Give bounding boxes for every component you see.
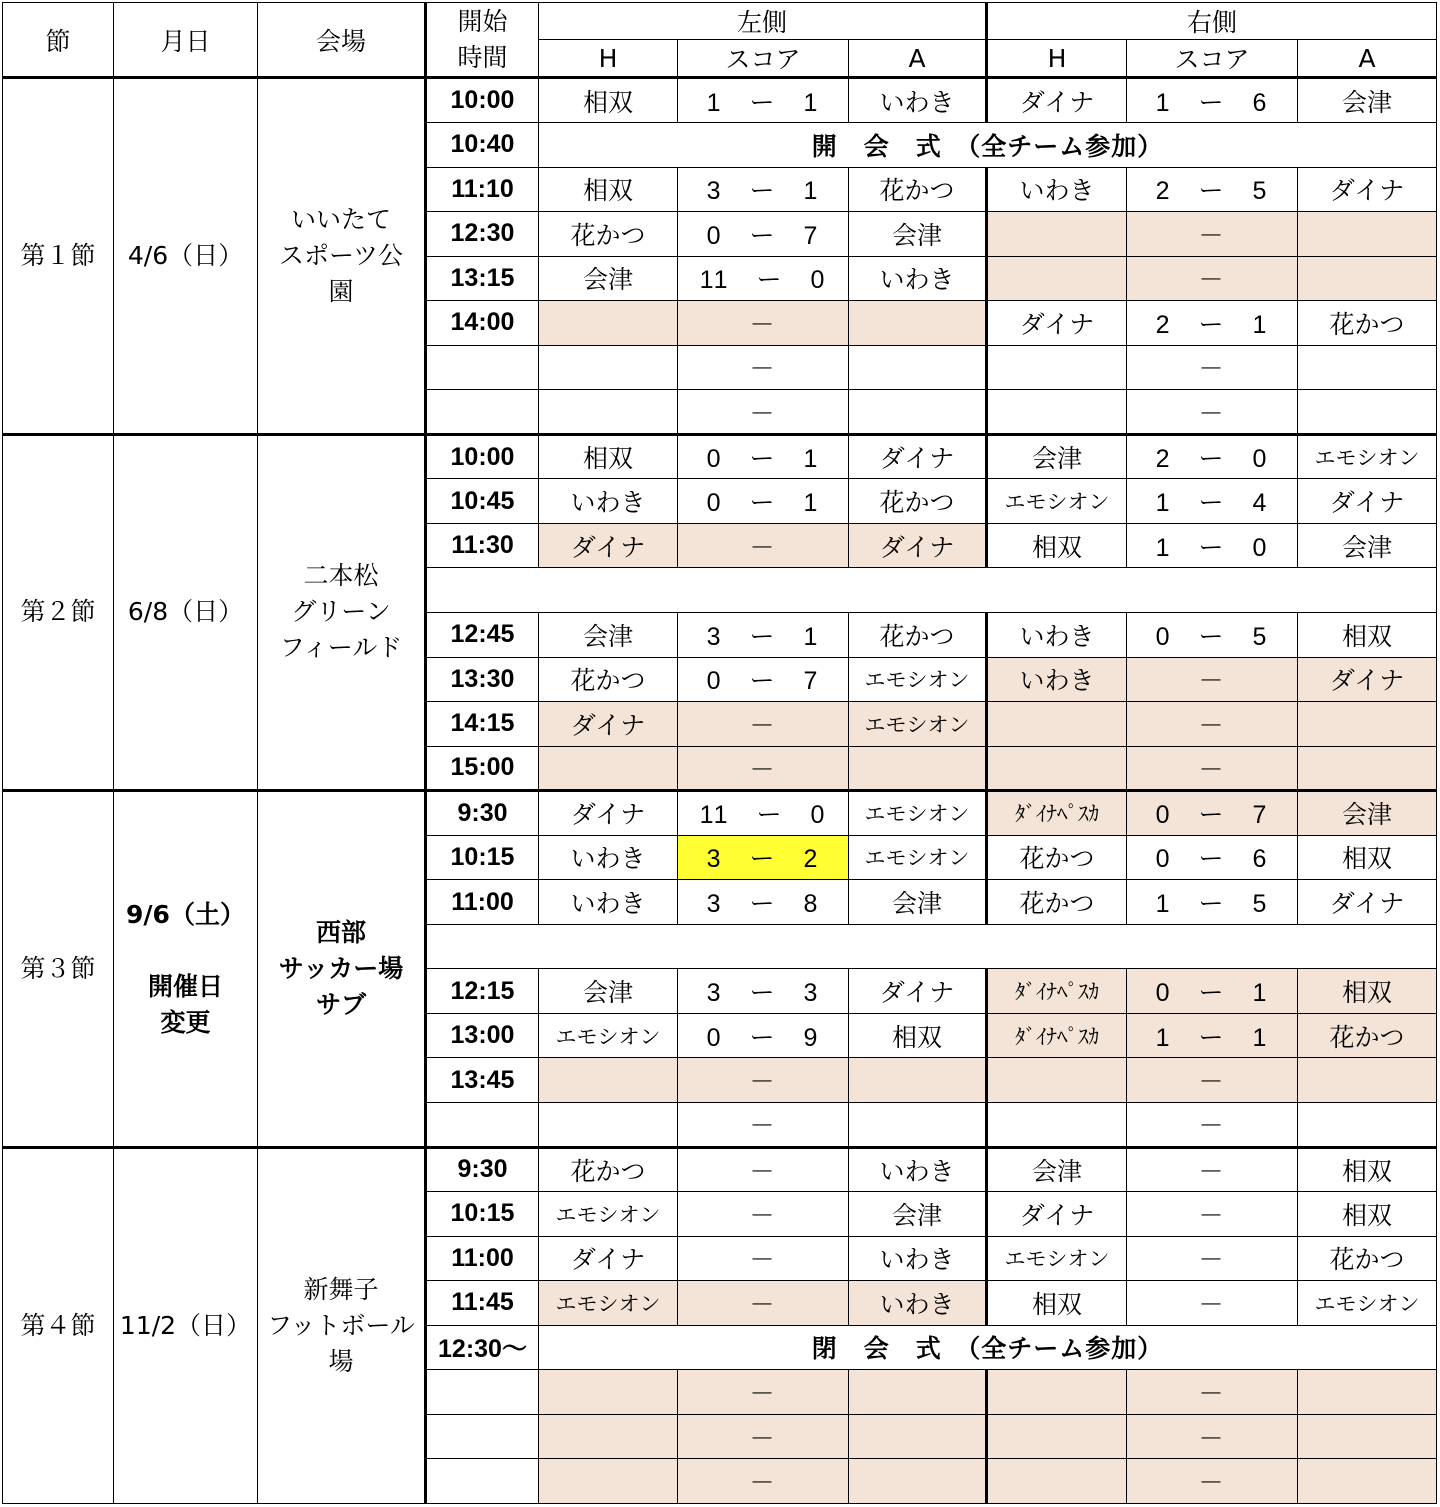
start-time xyxy=(426,1459,539,1504)
left-away-team xyxy=(849,301,987,346)
right-score: 1 ー 5 xyxy=(1127,880,1298,925)
left-score: － xyxy=(678,1459,849,1504)
left-away-team: エモシオン xyxy=(849,835,987,880)
left-score: － xyxy=(678,345,849,390)
right-home-team xyxy=(987,1102,1127,1147)
header-left-side: 左側 xyxy=(539,3,987,40)
left-away-team: エモシオン xyxy=(849,791,987,836)
round-venue-line: 園 xyxy=(328,277,354,307)
left-away-team: いわき xyxy=(849,1236,987,1281)
right-away-team xyxy=(1298,256,1437,301)
left-away-team: エモシオン xyxy=(849,702,987,747)
left-away-team xyxy=(849,1459,987,1504)
round-date xyxy=(114,791,258,1147)
round-date-line: 4/6（日） xyxy=(127,241,244,271)
right-home-team xyxy=(987,702,1127,747)
left-home-team: 会津 xyxy=(539,612,678,657)
right-score: 0 ー 5 xyxy=(1127,612,1298,657)
left-home-team xyxy=(539,1370,678,1415)
round-date-line: 開催日 xyxy=(147,971,223,1001)
left-home-team: ダイナ xyxy=(539,702,678,747)
left-away-team: いわき xyxy=(849,1281,987,1326)
left-home-team xyxy=(539,390,678,435)
right-home-team: 会津 xyxy=(987,1147,1127,1192)
left-away-team: 会津 xyxy=(849,880,987,925)
round-date-line: 変更 xyxy=(160,1007,211,1037)
start-time: 10:00 xyxy=(426,434,539,479)
right-away-team xyxy=(1298,1058,1437,1103)
right-score: － xyxy=(1127,1459,1298,1504)
left-score: － xyxy=(678,1102,849,1147)
left-away-team xyxy=(849,746,987,791)
blank-row-cell xyxy=(426,924,1437,969)
right-home-team: 相双 xyxy=(987,523,1127,568)
right-score: 1 ー 6 xyxy=(1127,78,1298,123)
left-away-team: いわき xyxy=(849,1147,987,1192)
match-row xyxy=(3,434,1437,479)
right-home-team: いわき xyxy=(987,167,1127,212)
start-time: 11:10 xyxy=(426,167,539,212)
start-time: 13:45 xyxy=(426,1058,539,1103)
round-date-line: 11/2（日） xyxy=(119,1310,252,1340)
round-venue-line: スポーツ公 xyxy=(278,241,403,271)
left-score: 3 ー 1 xyxy=(678,612,849,657)
left-away-team: 会津 xyxy=(849,1192,987,1237)
round-date-line xyxy=(114,933,257,969)
start-time: 10:15 xyxy=(426,835,539,880)
right-score: － xyxy=(1127,1414,1298,1459)
left-score: － xyxy=(678,1370,849,1415)
right-score: 0 ー 7 xyxy=(1127,791,1298,836)
left-away-team: 花かつ xyxy=(849,479,987,524)
start-time: 15:00 xyxy=(426,746,539,791)
right-away-team: 相双 xyxy=(1298,1147,1437,1192)
left-score: 0 ー 1 xyxy=(678,479,849,524)
left-away-team xyxy=(849,1370,987,1415)
left-score: 0 ー 7 xyxy=(678,212,849,257)
ceremony-cell: 開 会 式 （全チーム参加） xyxy=(539,122,1437,167)
start-time: 12:30～ xyxy=(426,1325,539,1370)
right-score: － xyxy=(1127,390,1298,435)
left-home-team: ダイナ xyxy=(539,791,678,836)
right-score: 2 ー 5 xyxy=(1127,167,1298,212)
right-score: － xyxy=(1127,657,1298,702)
right-away-team xyxy=(1298,746,1437,791)
start-time: 9:30 xyxy=(426,791,539,836)
left-score: 3 ー 3 xyxy=(678,969,849,1014)
round-venue-line: サブ xyxy=(315,989,366,1019)
left-home-team: 相双 xyxy=(539,167,678,212)
header-setsu: 節 xyxy=(3,3,114,78)
right-away-team: ダイナ xyxy=(1298,880,1437,925)
right-home-team: エモシオン xyxy=(987,1236,1127,1281)
right-away-team xyxy=(1298,1459,1437,1504)
right-score: － xyxy=(1127,1281,1298,1326)
schedule-table xyxy=(2,2,1437,1504)
round-date xyxy=(114,1147,258,1503)
right-away-team xyxy=(1298,345,1437,390)
header-right-side: 右側 xyxy=(987,3,1437,40)
right-away-team: 会津 xyxy=(1298,791,1437,836)
left-home-team xyxy=(539,1058,678,1103)
left-away-team xyxy=(849,1414,987,1459)
right-home-team: ダイナ xyxy=(987,1192,1127,1237)
left-score: 11 ー 0 xyxy=(678,256,849,301)
left-home-team: ダイナ xyxy=(539,523,678,568)
ceremony-cell: 閉 会 式 （全チーム参加） xyxy=(539,1325,1437,1370)
start-time: 12:45 xyxy=(426,612,539,657)
right-away-team: 相双 xyxy=(1298,1192,1437,1237)
right-away-team: ダイナ xyxy=(1298,479,1437,524)
left-home-team xyxy=(539,345,678,390)
left-score: 3 ー 1 xyxy=(678,167,849,212)
left-home-team xyxy=(539,301,678,346)
right-away-team xyxy=(1298,390,1437,435)
right-home-team: ﾀﾞｲﾅﾍﾟｽｶ xyxy=(987,1013,1127,1058)
right-home-team xyxy=(987,1459,1127,1504)
right-home-team: いわき xyxy=(987,612,1127,657)
header-date: 月日 xyxy=(114,3,258,78)
left-score: 11 ー 0 xyxy=(678,791,849,836)
left-home-team: 会津 xyxy=(539,969,678,1014)
right-away-team: ダイナ xyxy=(1298,657,1437,702)
right-home-team xyxy=(987,746,1127,791)
left-score: － xyxy=(678,1281,849,1326)
right-score: 2 ー 0 xyxy=(1127,434,1298,479)
right-away-team: 相双 xyxy=(1298,969,1437,1014)
right-away-team xyxy=(1298,702,1437,747)
right-home-team xyxy=(987,345,1127,390)
round-venue-line: 場 xyxy=(328,1346,354,1376)
right-away-team xyxy=(1298,212,1437,257)
right-score: 1 ー 4 xyxy=(1127,479,1298,524)
left-score: － xyxy=(678,1147,849,1192)
right-score: － xyxy=(1127,345,1298,390)
right-away-team xyxy=(1298,1102,1437,1147)
start-time xyxy=(426,1414,539,1459)
start-time: 12:15 xyxy=(426,969,539,1014)
left-away-team: いわき xyxy=(849,256,987,301)
left-home-team: ダイナ xyxy=(539,1236,678,1281)
left-home-team: 会津 xyxy=(539,256,678,301)
header-start-line1: 開始 xyxy=(457,6,508,36)
right-home-team: ダイナ xyxy=(987,301,1127,346)
round-venue xyxy=(258,1147,426,1503)
left-away-team: 花かつ xyxy=(849,167,987,212)
left-home-team: 花かつ xyxy=(539,657,678,702)
round-venue-line: サッカー場 xyxy=(278,953,404,983)
left-score: 0 ー 9 xyxy=(678,1013,849,1058)
right-home-team: ダイナ xyxy=(987,78,1127,123)
right-score: 0 ー 1 xyxy=(1127,969,1298,1014)
right-score: － xyxy=(1127,1370,1298,1415)
left-home-team xyxy=(539,1459,678,1504)
round-name: 第３節 xyxy=(3,791,114,1147)
right-score: － xyxy=(1127,702,1298,747)
start-time: 13:00 xyxy=(426,1013,539,1058)
start-time: 11:30 xyxy=(426,523,539,568)
header-venue: 会場 xyxy=(258,3,426,78)
right-home-team: エモシオン xyxy=(987,479,1127,524)
left-home-team: エモシオン xyxy=(539,1281,678,1326)
round-venue-line: グリーン xyxy=(291,597,391,627)
start-time xyxy=(426,1102,539,1147)
right-away-team: 相双 xyxy=(1298,835,1437,880)
left-home-team: 花かつ xyxy=(539,1147,678,1192)
start-time: 10:00 xyxy=(426,78,539,123)
left-away-team: エモシオン xyxy=(849,657,987,702)
right-score: － xyxy=(1127,1192,1298,1237)
round-name: 第２節 xyxy=(3,434,114,790)
left-away-team: ダイナ xyxy=(849,434,987,479)
round-venue-line: フィールド xyxy=(279,633,403,663)
round-venue xyxy=(258,434,426,790)
left-home-team: エモシオン xyxy=(539,1013,678,1058)
right-score: － xyxy=(1127,746,1298,791)
left-away-team: 相双 xyxy=(849,1013,987,1058)
start-time: 10:15 xyxy=(426,1192,539,1237)
left-home-team: いわき xyxy=(539,479,678,524)
right-away-team: エモシオン xyxy=(1298,1281,1437,1326)
right-away-team: 花かつ xyxy=(1298,1236,1437,1281)
round-date xyxy=(114,434,258,790)
left-away-team: 会津 xyxy=(849,212,987,257)
right-home-team xyxy=(987,1414,1127,1459)
right-score: 0 ー 6 xyxy=(1127,835,1298,880)
right-home-team xyxy=(987,390,1127,435)
left-home-team: エモシオン xyxy=(539,1192,678,1237)
round-venue-line: いいたて xyxy=(290,205,391,235)
right-score: － xyxy=(1127,212,1298,257)
right-home-team: 花かつ xyxy=(987,835,1127,880)
right-home-team xyxy=(987,1058,1127,1103)
right-away-team: 花かつ xyxy=(1298,301,1437,346)
left-home-team xyxy=(539,746,678,791)
round-date-line: 6/8（日） xyxy=(127,597,244,627)
left-score: － xyxy=(678,1058,849,1103)
left-score: － xyxy=(678,1414,849,1459)
start-time xyxy=(426,390,539,435)
left-score: 0 ー 1 xyxy=(678,434,849,479)
right-away-team: 相双 xyxy=(1298,612,1437,657)
header-start-line2: 時間 xyxy=(457,42,508,72)
round-venue xyxy=(258,791,426,1147)
right-home-team: ﾀﾞｲﾅﾍﾟｽｶ xyxy=(987,969,1127,1014)
start-time: 11:00 xyxy=(426,880,539,925)
left-home-team: 花かつ xyxy=(539,212,678,257)
right-score: － xyxy=(1127,1147,1298,1192)
left-score: 0 ー 7 xyxy=(678,657,849,702)
start-time: 12:30 xyxy=(426,212,539,257)
right-home-team: 会津 xyxy=(987,434,1127,479)
left-home-team: いわき xyxy=(539,880,678,925)
right-away-team: ダイナ xyxy=(1298,167,1437,212)
right-score: － xyxy=(1127,1236,1298,1281)
left-away-team: 花かつ xyxy=(849,612,987,657)
left-score: － xyxy=(678,523,849,568)
left-away-team: ダイナ xyxy=(849,969,987,1014)
round-name: 第４節 xyxy=(3,1147,114,1503)
left-home-team: いわき xyxy=(539,835,678,880)
schedule-body xyxy=(3,3,1437,1504)
start-time: 10:40 xyxy=(426,122,539,167)
start-time: 10:45 xyxy=(426,479,539,524)
blank-row-cell xyxy=(426,568,1437,613)
start-time: 13:30 xyxy=(426,657,539,702)
header-right-a: A xyxy=(1298,40,1437,78)
right-home-team: いわき xyxy=(987,657,1127,702)
right-home-team xyxy=(987,212,1127,257)
left-home-team: 相双 xyxy=(539,78,678,123)
left-home-team: 相双 xyxy=(539,434,678,479)
right-away-team: 会津 xyxy=(1298,523,1437,568)
left-score: － xyxy=(678,390,849,435)
round-venue-line: フットボール xyxy=(267,1310,415,1340)
round-venue-line: 二本松 xyxy=(303,561,379,591)
start-time: 14:15 xyxy=(426,702,539,747)
left-score: 3 ー 8 xyxy=(678,880,849,925)
right-score: 1 ー 1 xyxy=(1127,1013,1298,1058)
right-home-team xyxy=(987,256,1127,301)
header-row-1 xyxy=(3,3,1437,40)
left-away-team xyxy=(849,345,987,390)
match-row xyxy=(3,1147,1437,1192)
right-away-team: 会津 xyxy=(1298,78,1437,123)
left-score: 1 ー 1 xyxy=(678,78,849,123)
round-venue xyxy=(258,78,426,434)
start-time: 9:30 xyxy=(426,1147,539,1192)
start-time xyxy=(426,1370,539,1415)
right-score: 1 ー 0 xyxy=(1127,523,1298,568)
right-away-team xyxy=(1298,1414,1437,1459)
left-away-team: ダイナ xyxy=(849,523,987,568)
left-score: － xyxy=(678,301,849,346)
right-score: 2 ー 1 xyxy=(1127,301,1298,346)
right-home-team: ﾀﾞｲﾅﾍﾟｽｶ xyxy=(987,791,1127,836)
left-score: 3 ー 2 xyxy=(678,835,849,880)
left-away-team xyxy=(849,1102,987,1147)
right-score: － xyxy=(1127,1102,1298,1147)
right-score: － xyxy=(1127,1058,1298,1103)
start-time: 11:00 xyxy=(426,1236,539,1281)
left-score: － xyxy=(678,746,849,791)
right-home-team: 花かつ xyxy=(987,880,1127,925)
start-time: 13:15 xyxy=(426,256,539,301)
left-home-team xyxy=(539,1414,678,1459)
start-time xyxy=(426,345,539,390)
left-score: － xyxy=(678,1192,849,1237)
match-row xyxy=(3,78,1437,123)
right-score: － xyxy=(1127,256,1298,301)
right-away-team: エモシオン xyxy=(1298,434,1437,479)
round-date-line: 9/6（土） xyxy=(126,899,245,929)
match-row xyxy=(3,791,1437,836)
header-left-score: スコア xyxy=(678,40,849,78)
right-home-team: 相双 xyxy=(987,1281,1127,1326)
round-venue-line: 西部 xyxy=(315,917,366,947)
left-away-team xyxy=(849,1058,987,1103)
start-time: 11:45 xyxy=(426,1281,539,1326)
right-away-team: 花かつ xyxy=(1298,1013,1437,1058)
left-score: － xyxy=(678,702,849,747)
left-home-team xyxy=(539,1102,678,1147)
left-score: － xyxy=(678,1236,849,1281)
round-name: 第１節 xyxy=(3,78,114,434)
right-home-team xyxy=(987,1370,1127,1415)
header-start-time xyxy=(426,3,539,78)
round-venue-line: 新舞子 xyxy=(303,1274,379,1304)
header-left-a: A xyxy=(849,40,987,78)
left-away-team: いわき xyxy=(849,78,987,123)
header-right-score: スコア xyxy=(1127,40,1298,78)
start-time: 14:00 xyxy=(426,301,539,346)
header-left-h: H xyxy=(539,40,678,78)
header-right-h: H xyxy=(987,40,1127,78)
round-date xyxy=(114,78,258,434)
right-away-team xyxy=(1298,1370,1437,1415)
left-away-team xyxy=(849,390,987,435)
